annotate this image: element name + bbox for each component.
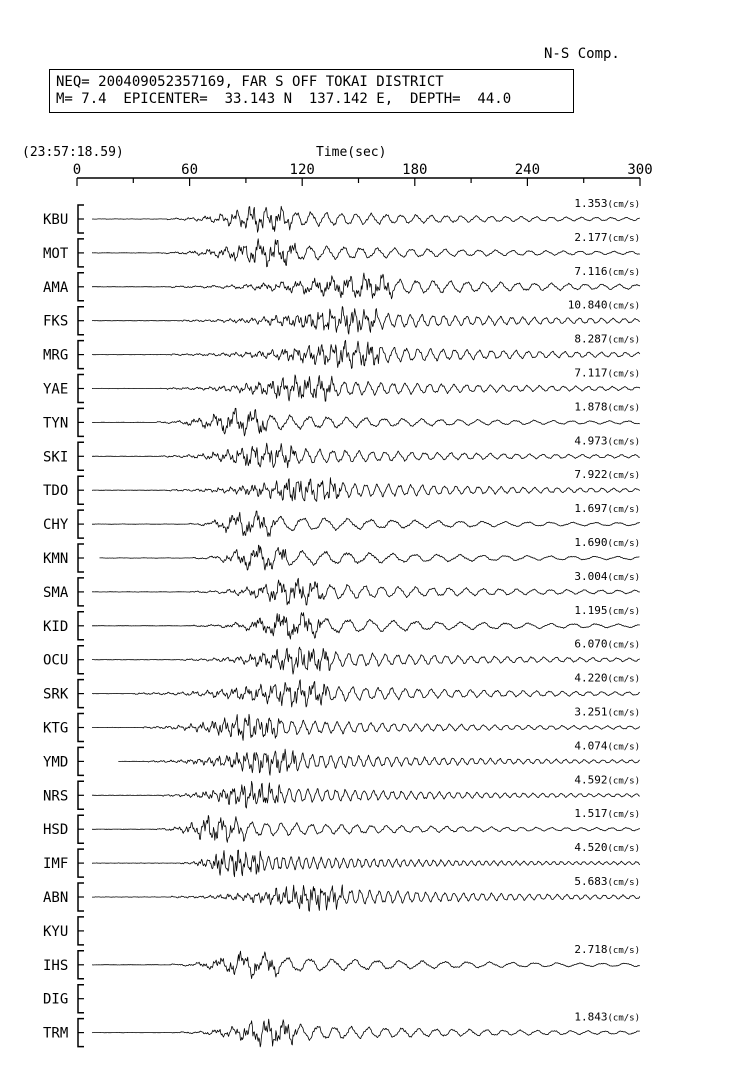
peak-amplitude-label: 6.070(cm/s) <box>574 637 640 651</box>
peak-amplitude-label: 3.004(cm/s) <box>574 569 640 583</box>
station-label: IHS <box>43 957 69 974</box>
peak-amplitude-label: 1.697(cm/s) <box>574 502 640 516</box>
waveform-trace <box>92 578 640 605</box>
waveform-trace <box>100 545 640 570</box>
station-label: SMA <box>43 584 69 601</box>
station-label: KTG <box>43 720 69 737</box>
waveform-trace <box>92 613 640 640</box>
start-time-label: (23:57:18.59) <box>22 145 124 160</box>
station-label: TYN <box>43 415 69 432</box>
component-label: N-S Comp. <box>544 46 620 62</box>
peak-amplitude-label: 1.878(cm/s) <box>574 400 640 414</box>
x-tick-label: 240 <box>514 162 541 178</box>
waveform-trace <box>92 478 640 502</box>
peak-amplitude-label: 4.592(cm/s) <box>574 773 640 787</box>
waveform-trace <box>92 885 640 911</box>
station-label: TRM <box>43 1025 69 1042</box>
waveform-trace <box>92 850 640 877</box>
peak-amplitude-label: 1.843(cm/s) <box>574 1010 640 1024</box>
station-label: KBU <box>43 212 69 228</box>
event-info-line-2: M= 7.4 EPICENTER= 33.143 N 137.142 E, DEPTH= 44.0 <box>56 91 512 107</box>
station-label: TDO <box>43 483 69 500</box>
waveform-trace <box>92 511 640 537</box>
station-label: SRK <box>43 686 69 703</box>
peak-amplitude-label: 4.220(cm/s) <box>574 671 640 685</box>
station-label: MRG <box>43 347 69 364</box>
peak-amplitude-label: 3.251(cm/s) <box>574 705 640 719</box>
waveform-trace <box>92 680 640 707</box>
station-label: KID <box>43 618 69 635</box>
station-label: YMD <box>43 754 69 771</box>
peak-amplitude-label: 1.690(cm/s) <box>574 536 640 549</box>
waveform-trace <box>118 749 640 775</box>
event-info-line-1: NEQ= 200409052357169, FAR S OFF TOKAI DISTRICT <box>56 74 444 90</box>
waveform-trace <box>92 443 640 468</box>
peak-amplitude-label: 7.117(cm/s) <box>574 366 640 380</box>
x-tick-label: 0 <box>72 162 82 178</box>
peak-amplitude-label: 2.177(cm/s) <box>574 230 640 244</box>
peak-amplitude-label: 4.074(cm/s) <box>574 739 640 753</box>
peak-amplitude-label: 1.195(cm/s) <box>574 603 640 617</box>
waveform-trace <box>92 408 640 436</box>
station-label: KMN <box>43 551 69 567</box>
peak-amplitude-label: 7.116(cm/s) <box>574 264 640 278</box>
x-tick-label: 60 <box>181 162 199 178</box>
peak-amplitude-label: 5.683(cm/s) <box>574 875 640 888</box>
peak-amplitude-label: 7.922(cm/s) <box>574 468 640 482</box>
time-axis-title: Time(sec) <box>316 145 387 160</box>
waveform-trace <box>92 273 640 299</box>
station-label: YAE <box>43 381 69 398</box>
peak-amplitude-label: 10.840(cm/s) <box>567 298 640 312</box>
waveform-trace <box>92 815 640 842</box>
waveform-trace <box>92 375 640 401</box>
station-label: OCU <box>43 652 69 669</box>
peak-amplitude-label: 8.287(cm/s) <box>574 332 640 346</box>
waveform-trace <box>92 714 640 740</box>
station-label: CHY <box>43 517 69 534</box>
station-label: MOT <box>43 245 69 262</box>
waveform-trace <box>92 781 640 808</box>
waveform-trace <box>92 340 640 368</box>
x-tick-label: 180 <box>402 162 428 178</box>
station-label: AMA <box>43 279 69 296</box>
waveform-trace <box>92 239 640 267</box>
station-label: DIG <box>43 991 69 1008</box>
station-label: NRS <box>43 788 69 805</box>
peak-amplitude-label: 4.520(cm/s) <box>574 841 640 855</box>
waveform-trace <box>92 1019 640 1047</box>
station-label: HSD <box>43 822 69 839</box>
station-label: SKI <box>43 449 69 466</box>
station-label: IMF <box>43 856 69 873</box>
x-tick-label: 120 <box>289 162 315 178</box>
peak-amplitude-label: 4.973(cm/s) <box>574 434 640 448</box>
station-label: KYU <box>43 923 69 940</box>
waveform-trace <box>92 951 640 979</box>
peak-amplitude-label: 1.353(cm/s) <box>574 197 640 210</box>
station-label: ABN <box>43 890 69 906</box>
station-label: FKS <box>43 313 69 330</box>
waveform-trace <box>92 647 640 674</box>
waveform-trace <box>92 307 640 335</box>
x-tick-label: 300 <box>627 162 653 178</box>
waveform-trace <box>92 206 640 232</box>
peak-amplitude-label: 1.517(cm/s) <box>574 807 640 821</box>
peak-amplitude-label: 2.718(cm/s) <box>574 942 640 956</box>
